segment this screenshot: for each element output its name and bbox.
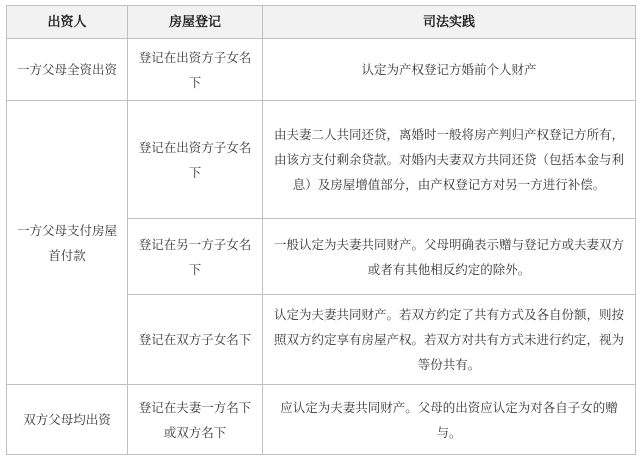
- registration-cell: 登记在夫妻一方名下或双方名下: [128, 385, 263, 455]
- investor-cell: 一方父母支付房屋首付款: [7, 101, 128, 385]
- practice-cell: 认定为夫妻共同财产。若双方约定了共有方式及各自份额，则按照双方约定享有房屋产权。若双方对共有方式未进行约定，视为等份共有。: [263, 295, 636, 385]
- table-row: [7, 39, 636, 101]
- table-row: [7, 101, 636, 219]
- table-header-row: [7, 6, 636, 39]
- legal-practice-table: [6, 5, 636, 455]
- registration-cell: 登记在双方子女名下: [128, 295, 263, 385]
- practice-cell: 一般认定为夫妻共同财产。父母明确表示赠与登记方或夫妻双方或者有其他相反约定的除外。: [263, 219, 636, 295]
- header-practice: 司法实践: [263, 6, 636, 39]
- table-row: [7, 385, 636, 455]
- practice-cell: 由夫妻二人共同还贷，离婚时一般将房产判归产权登记方所有，由该方支付剩余贷款。对婚内夫妻双方共同还贷（包括本金与利息）及房屋增值部分，由产权登记方对另一方进行补偿。: [263, 101, 636, 219]
- practice-cell: 认定为产权登记方婚前个人财产: [263, 39, 636, 101]
- investor-cell: 双方父母均出资: [7, 385, 128, 455]
- registration-cell: 登记在出资方子女名下: [128, 39, 263, 101]
- registration-cell: 登记在出资方子女名下: [128, 101, 263, 219]
- header-investor: 出资人: [7, 6, 128, 39]
- practice-cell: 应认定为夫妻共同财产。父母的出资应认定为对各自子女的赠与。: [263, 385, 636, 455]
- header-registration: 房屋登记: [128, 6, 263, 39]
- investor-cell: 一方父母全资出资: [7, 39, 128, 101]
- registration-cell: 登记在另一方子女名下: [128, 219, 263, 295]
